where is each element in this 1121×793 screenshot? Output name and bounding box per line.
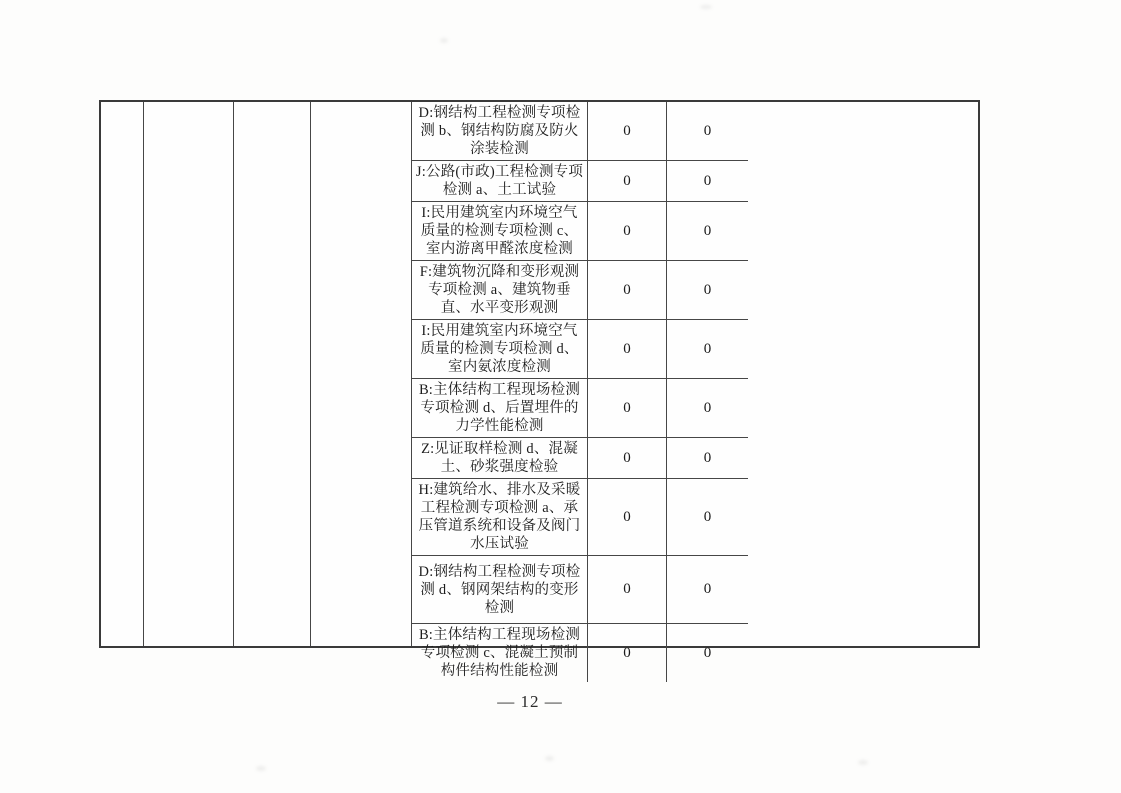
- table-row: [412, 479, 748, 556]
- item-cell: H:建筑给水、排水及采暖工程检测专项检测 a、承压管道系统和设备及阀门水压试验: [412, 479, 588, 555]
- table-row: [412, 624, 748, 682]
- item-cell: B:主体结构工程现场检测专项检测 c、混凝土预制构件结构性能检测: [412, 624, 588, 682]
- page-number: — 12 —: [497, 692, 563, 711]
- item-cell: J:公路(市政)工程检测专项检测 a、土工试验: [412, 161, 588, 201]
- empty-column-4: [311, 102, 412, 646]
- value-cell-2: 0: [703, 449, 712, 466]
- value-cell-2: 0: [703, 644, 712, 661]
- item-cell: I:民用建筑室内环境空气质量的检测专项检测 c、室内游离甲醛浓度检测: [412, 202, 588, 260]
- value-cell-2: 0: [703, 122, 712, 139]
- value-cell-1: 0: [588, 379, 667, 437]
- value-cell-2: 0: [703, 581, 712, 597]
- item-cell: B:主体结构工程现场检测专项检测 d、后置埋件的力学性能检测: [412, 379, 588, 437]
- item-cell: D:钢结构工程检测专项检测 b、钢结构防腐及防火涂装检测: [412, 102, 588, 160]
- inspection-items-table: [99, 100, 980, 679]
- table-row: [412, 438, 748, 479]
- value-cell-1: 0: [588, 479, 667, 555]
- item-cell: Z:见证取样检测 d、混凝土、砂浆强度检验: [412, 438, 588, 478]
- value-cell-1: 0: [588, 261, 667, 319]
- table-row: [412, 102, 748, 161]
- scan-artifact: [256, 766, 266, 771]
- table-row: [412, 320, 748, 379]
- value-cell-1: 0: [588, 556, 667, 623]
- value-cell-1: 0: [588, 102, 667, 160]
- value-cell-1: 0: [588, 320, 667, 378]
- value-cell-2: 0: [703, 340, 712, 357]
- table-row: [412, 261, 748, 320]
- table-body: [412, 102, 748, 679]
- table-row: [412, 161, 748, 202]
- empty-column-right: [748, 102, 978, 646]
- table-row: [412, 202, 748, 261]
- scan-artifact: [858, 760, 868, 765]
- item-cell: F:建筑物沉降和变形观测专项检测 a、建筑物垂直、水平变形观测: [412, 261, 588, 319]
- value-cell-2: 0: [703, 508, 712, 525]
- value-cell-2: 0: [703, 281, 712, 298]
- value-cell-2: 0: [703, 399, 712, 416]
- scan-artifact: [700, 5, 712, 9]
- value-cell-1: 0: [588, 161, 667, 201]
- value-cell-2: 0: [703, 222, 712, 239]
- table-row: [412, 556, 748, 624]
- table-row: [412, 379, 748, 438]
- value-cell-2: 0: [703, 172, 712, 189]
- value-cell-1: 0: [588, 438, 667, 478]
- value-cell-1: 0: [588, 624, 667, 682]
- scan-artifact: [440, 38, 448, 43]
- empty-column-3: [234, 102, 311, 646]
- scan-artifact: [545, 756, 554, 761]
- empty-column-2: [144, 102, 234, 646]
- item-cell: I:民用建筑室内环境空气质量的检测专项检测 d、室内氨浓度检测: [412, 320, 588, 378]
- value-cell-1: 0: [588, 202, 667, 260]
- empty-column-1: [101, 102, 144, 646]
- item-cell: D:钢结构工程检测专项检测 d、钢网架结构的变形检测: [412, 556, 588, 623]
